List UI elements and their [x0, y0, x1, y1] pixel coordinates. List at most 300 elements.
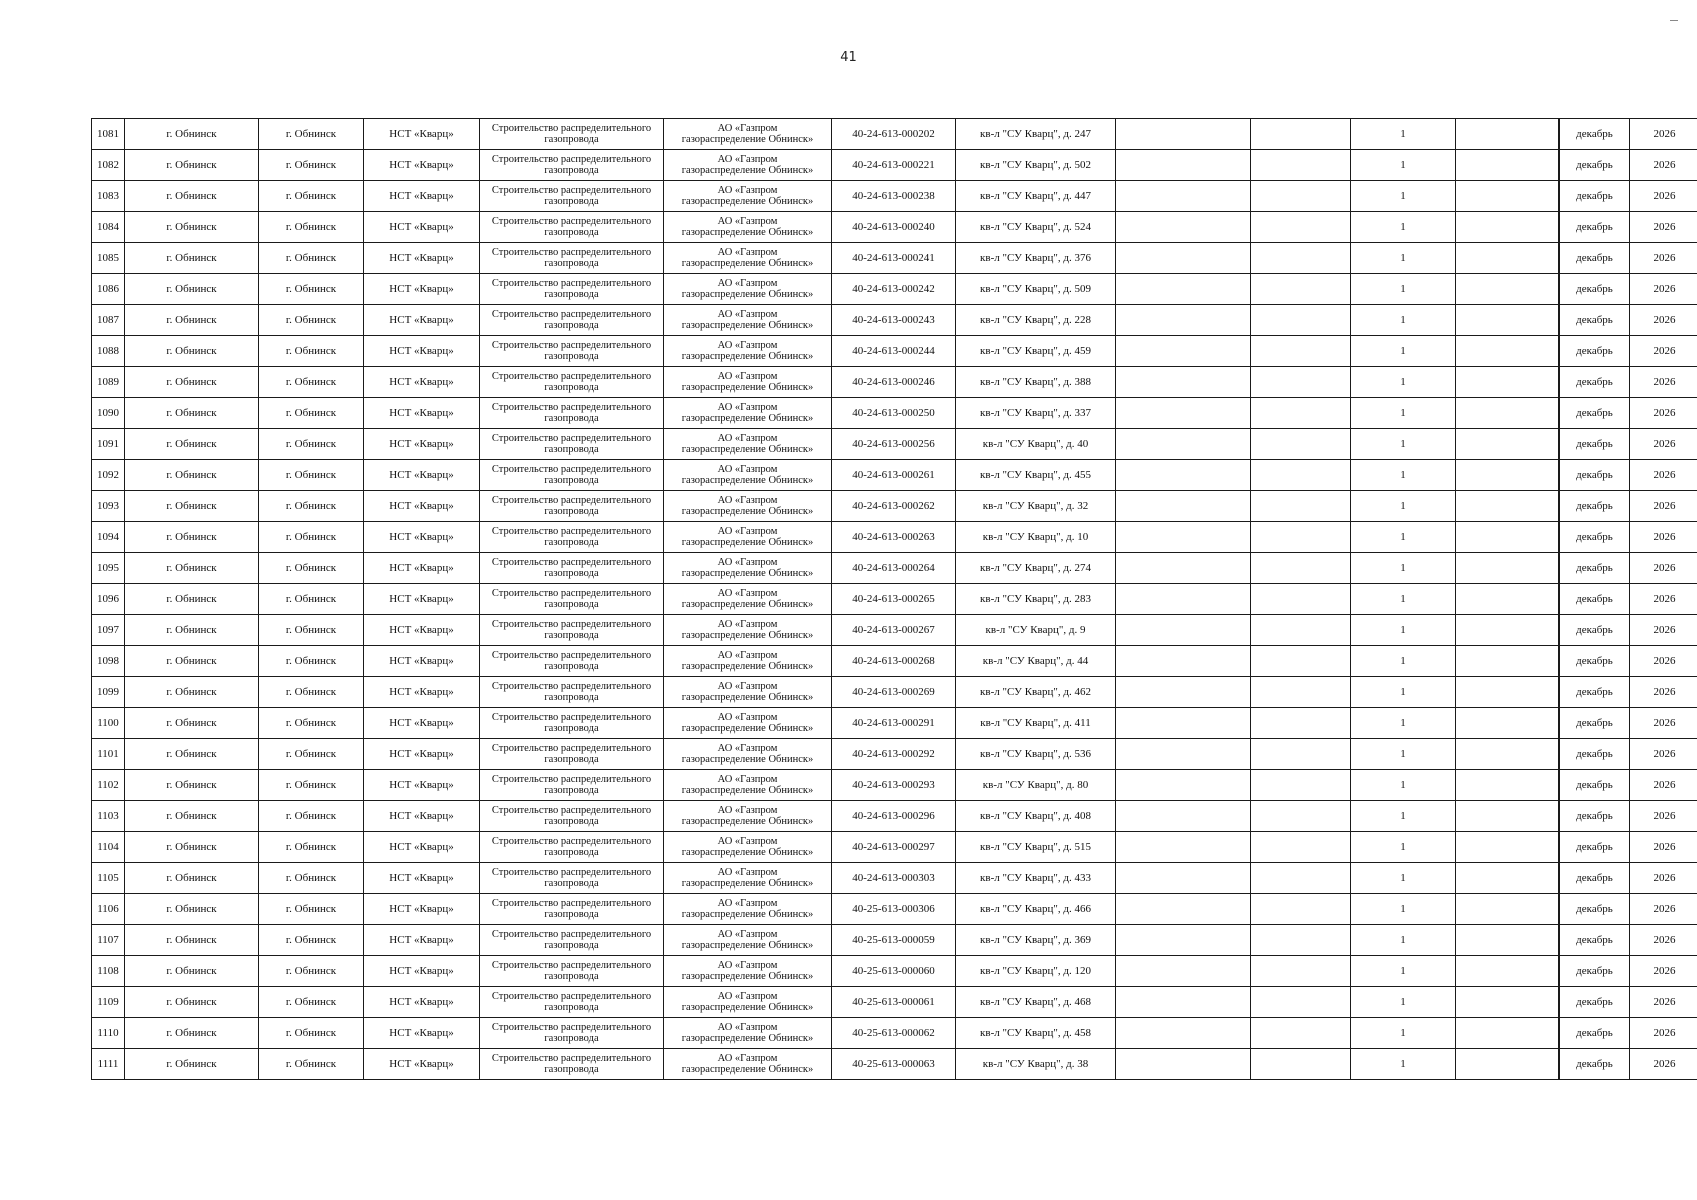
empty-cell [1456, 305, 1559, 336]
year-cell: 2026 [1630, 677, 1697, 708]
empty-cell [1116, 615, 1251, 646]
row-number: 1081 [92, 119, 125, 150]
organization-cell-line: АО «Газпром [717, 681, 778, 692]
month-cell: декабрь [1560, 770, 1630, 801]
year-cell: 2026 [1630, 367, 1697, 398]
month-cell: декабрь [1560, 739, 1630, 770]
organization-cell-line: АО «Газпром [717, 278, 778, 289]
organization-cell-line: АО «Газпром [717, 929, 778, 940]
settlement-cell: НСТ «Кварц» [364, 336, 480, 367]
work-type-cell-line: Строительство распределительного [491, 309, 652, 320]
work-type-cell-line: газопровода [544, 816, 599, 827]
empty-cell [1456, 646, 1559, 677]
city-cell: г. Обнинск [259, 739, 364, 770]
organization-cell-line: газораспределение Обнинск» [681, 382, 814, 393]
year-cell: 2026 [1630, 615, 1697, 646]
municipality-cell: г. Обнинск [125, 305, 259, 336]
city-cell: г. Обнинск [259, 150, 364, 181]
work-type-cell-line: газопровода [544, 847, 599, 858]
row-number: 1082 [92, 150, 125, 181]
empty-cell [1116, 553, 1251, 584]
empty-cell [1116, 398, 1251, 429]
work-type-cell-line: Строительство распределительного [491, 278, 652, 289]
city-cell: г. Обнинск [259, 708, 364, 739]
year-cell: 2026 [1630, 987, 1697, 1018]
empty-cell [1456, 553, 1559, 584]
settlement-cell: НСТ «Кварц» [364, 1018, 480, 1049]
organization-cell-line: АО «Газпром [717, 898, 778, 909]
city-cell: г. Обнинск [259, 553, 364, 584]
city-cell: г. Обнинск [259, 243, 364, 274]
empty-cell [1116, 429, 1251, 460]
address-cell: кв-л "СУ Кварц", д. 40 [956, 429, 1116, 460]
empty-cell [1251, 584, 1351, 615]
empty-cell [1251, 336, 1351, 367]
work-type-cell [480, 150, 664, 181]
table-row [92, 832, 1697, 863]
work-type-cell-line: Строительство распределительного [491, 836, 652, 847]
organization-cell-line: газораспределение Обнинск» [681, 1002, 814, 1013]
empty-cell [1251, 367, 1351, 398]
month-cell: декабрь [1560, 429, 1630, 460]
row-number: 1095 [92, 553, 125, 584]
work-type-cell-line: газопровода [544, 568, 599, 579]
empty-cell [1251, 956, 1351, 987]
empty-cell [1251, 460, 1351, 491]
settlement-cell: НСТ «Кварц» [364, 181, 480, 212]
year-cell: 2026 [1630, 925, 1697, 956]
month-cell: декабрь [1560, 863, 1630, 894]
work-type-cell-line: Строительство распределительного [491, 681, 652, 692]
city-cell: г. Обнинск [259, 1049, 364, 1080]
cadastral-code-cell: 40-24-613-000244 [832, 336, 956, 367]
table-row [92, 367, 1697, 398]
work-type-cell [480, 770, 664, 801]
quantity-cell: 1 [1351, 832, 1456, 863]
work-type-cell-line: газопровода [544, 196, 599, 207]
organization-cell [664, 739, 832, 770]
table-row [92, 956, 1697, 987]
row-number: 1097 [92, 615, 125, 646]
table-row [92, 336, 1697, 367]
work-type-cell [480, 801, 664, 832]
table-row [92, 491, 1697, 522]
organization-cell [664, 398, 832, 429]
month-cell: декабрь [1560, 150, 1630, 181]
cadastral-code-cell: 40-24-613-000291 [832, 708, 956, 739]
empty-cell [1456, 243, 1559, 274]
work-type-cell-line: газопровода [544, 413, 599, 424]
empty-cell [1116, 212, 1251, 243]
year-cell: 2026 [1630, 522, 1697, 553]
settlement-cell: НСТ «Кварц» [364, 150, 480, 181]
table-row [92, 646, 1697, 677]
empty-cell [1251, 212, 1351, 243]
organization-cell-line: АО «Газпром [717, 588, 778, 599]
organization-cell-line: газораспределение Обнинск» [681, 785, 814, 796]
empty-cell [1251, 801, 1351, 832]
cadastral-code-cell: 40-24-613-000240 [832, 212, 956, 243]
empty-cell [1456, 212, 1559, 243]
settlement-cell: НСТ «Кварц» [364, 925, 480, 956]
empty-cell [1116, 1018, 1251, 1049]
year-cell: 2026 [1630, 801, 1697, 832]
work-type-cell [480, 429, 664, 460]
work-type-cell-line: Строительство распределительного [491, 650, 652, 661]
table-row [92, 243, 1697, 274]
empty-cell [1456, 1018, 1559, 1049]
settlement-cell: НСТ «Кварц» [364, 956, 480, 987]
settlement-cell: НСТ «Кварц» [364, 274, 480, 305]
settlement-cell: НСТ «Кварц» [364, 398, 480, 429]
settlement-cell: НСТ «Кварц» [364, 429, 480, 460]
work-type-cell-line: Строительство распределительного [491, 774, 652, 785]
organization-cell [664, 119, 832, 150]
address-cell: кв-л "СУ Кварц", д. 80 [956, 770, 1116, 801]
year-cell: 2026 [1630, 119, 1697, 150]
work-type-cell-line: газопровода [544, 475, 599, 486]
empty-cell [1116, 832, 1251, 863]
city-cell: г. Обнинск [259, 987, 364, 1018]
table-row [92, 739, 1697, 770]
empty-cell [1116, 677, 1251, 708]
settlement-cell: НСТ «Кварц» [364, 615, 480, 646]
quantity-cell: 1 [1351, 646, 1456, 677]
organization-cell [664, 243, 832, 274]
year-cell: 2026 [1630, 398, 1697, 429]
cadastral-code-cell: 40-24-613-000293 [832, 770, 956, 801]
organization-cell-line: АО «Газпром [717, 216, 778, 227]
year-cell: 2026 [1630, 553, 1697, 584]
row-number: 1086 [92, 274, 125, 305]
settlement-cell: НСТ «Кварц» [364, 491, 480, 522]
month-cell: декабрь [1560, 522, 1630, 553]
empty-cell [1456, 367, 1559, 398]
empty-cell [1251, 646, 1351, 677]
organization-cell-line: АО «Газпром [717, 960, 778, 971]
work-type-cell [480, 677, 664, 708]
table-row [92, 460, 1697, 491]
work-type-cell-line: Строительство распределительного [491, 526, 652, 537]
work-type-cell-line: газопровода [544, 165, 599, 176]
empty-cell [1251, 739, 1351, 770]
table-row [92, 987, 1697, 1018]
table-row [92, 181, 1697, 212]
address-cell: кв-л "СУ Кварц", д. 455 [956, 460, 1116, 491]
address-cell: кв-л "СУ Кварц", д. 247 [956, 119, 1116, 150]
organization-cell-line: газораспределение Обнинск» [681, 940, 814, 951]
cadastral-code-cell: 40-24-613-000238 [832, 181, 956, 212]
cadastral-code-cell: 40-25-613-000306 [832, 894, 956, 925]
settlement-cell: НСТ «Кварц» [364, 770, 480, 801]
organization-cell-line: газораспределение Обнинск» [681, 754, 814, 765]
quantity-cell: 1 [1351, 615, 1456, 646]
organization-cell-line: АО «Газпром [717, 712, 778, 723]
work-type-cell [480, 646, 664, 677]
row-number: 1104 [92, 832, 125, 863]
quantity-cell: 1 [1351, 739, 1456, 770]
empty-cell [1456, 739, 1559, 770]
row-number: 1106 [92, 894, 125, 925]
organization-cell-line: АО «Газпром [717, 123, 778, 134]
cadastral-code-cell: 40-24-613-000242 [832, 274, 956, 305]
work-type-cell [480, 739, 664, 770]
year-cell: 2026 [1630, 1018, 1697, 1049]
work-type-cell-line: газопровода [544, 599, 599, 610]
work-type-cell-line: газопровода [544, 1033, 599, 1044]
row-number: 1100 [92, 708, 125, 739]
work-type-cell-line: Строительство распределительного [491, 340, 652, 351]
municipality-cell: г. Обнинск [125, 522, 259, 553]
quantity-cell: 1 [1351, 987, 1456, 1018]
organization-cell-line: газораспределение Обнинск» [681, 1033, 814, 1044]
table-row [92, 801, 1697, 832]
organization-cell [664, 708, 832, 739]
quantity-cell: 1 [1351, 708, 1456, 739]
empty-cell [1251, 429, 1351, 460]
organization-cell-line: газораспределение Обнинск» [681, 537, 814, 548]
month-cell: декабрь [1560, 708, 1630, 739]
organization-cell-line: газораспределение Обнинск» [681, 971, 814, 982]
organization-cell [664, 615, 832, 646]
year-cell: 2026 [1630, 956, 1697, 987]
empty-cell [1116, 646, 1251, 677]
organization-cell [664, 956, 832, 987]
work-type-cell-line: Строительство распределительного [491, 1053, 652, 1064]
work-type-cell-line: газопровода [544, 630, 599, 641]
cadastral-code-cell: 40-24-613-000221 [832, 150, 956, 181]
organization-cell [664, 336, 832, 367]
city-cell: г. Обнинск [259, 1018, 364, 1049]
empty-cell [1116, 181, 1251, 212]
address-cell: кв-л "СУ Кварц", д. 337 [956, 398, 1116, 429]
quantity-cell: 1 [1351, 863, 1456, 894]
table-row [92, 398, 1697, 429]
cadastral-code-cell: 40-24-613-000267 [832, 615, 956, 646]
address-cell: кв-л "СУ Кварц", д. 369 [956, 925, 1116, 956]
quantity-cell: 1 [1351, 894, 1456, 925]
organization-cell [664, 212, 832, 243]
empty-cell [1116, 522, 1251, 553]
work-type-cell-line: газопровода [544, 537, 599, 548]
address-cell: кв-л "СУ Кварц", д. 10 [956, 522, 1116, 553]
table-row [92, 615, 1697, 646]
organization-cell-line: АО «Газпром [717, 774, 778, 785]
empty-cell [1456, 491, 1559, 522]
year-cell: 2026 [1630, 1049, 1697, 1080]
city-cell: г. Обнинск [259, 677, 364, 708]
organization-cell [664, 181, 832, 212]
empty-cell [1456, 677, 1559, 708]
organization-cell-line: АО «Газпром [717, 1053, 778, 1064]
organization-cell-line: АО «Газпром [717, 991, 778, 1002]
organization-cell-line: газораспределение Обнинск» [681, 320, 814, 331]
work-type-cell-line: Строительство распределительного [491, 495, 652, 506]
organization-cell-line: газораспределение Обнинск» [681, 1064, 814, 1075]
empty-cell [1116, 1049, 1251, 1080]
year-cell: 2026 [1630, 181, 1697, 212]
organization-cell [664, 305, 832, 336]
row-number: 1096 [92, 584, 125, 615]
cadastral-code-cell: 40-25-613-000059 [832, 925, 956, 956]
cadastral-code-cell: 40-24-613-000243 [832, 305, 956, 336]
table-row [92, 863, 1697, 894]
work-type-cell [480, 832, 664, 863]
organization-cell-line: газораспределение Обнинск» [681, 258, 814, 269]
address-cell: кв-л "СУ Кварц", д. 462 [956, 677, 1116, 708]
year-cell: 2026 [1630, 863, 1697, 894]
empty-cell [1251, 398, 1351, 429]
work-type-cell [480, 460, 664, 491]
empty-cell [1456, 119, 1559, 150]
quantity-cell: 1 [1351, 925, 1456, 956]
city-cell: г. Обнинск [259, 336, 364, 367]
work-type-cell [480, 274, 664, 305]
quantity-cell: 1 [1351, 522, 1456, 553]
year-cell: 2026 [1630, 770, 1697, 801]
municipality-cell: г. Обнинск [125, 770, 259, 801]
city-cell: г. Обнинск [259, 305, 364, 336]
margin-mark [1670, 20, 1678, 21]
work-type-cell-line: газопровода [544, 723, 599, 734]
month-cell: декабрь [1560, 801, 1630, 832]
empty-cell [1251, 925, 1351, 956]
organization-cell [664, 646, 832, 677]
municipality-cell: г. Обнинск [125, 491, 259, 522]
organization-cell-line: АО «Газпром [717, 464, 778, 475]
work-type-cell [480, 925, 664, 956]
empty-cell [1456, 460, 1559, 491]
organization-cell [664, 1018, 832, 1049]
address-cell: кв-л "СУ Кварц", д. 120 [956, 956, 1116, 987]
month-cell: декабрь [1560, 1049, 1630, 1080]
address-cell: кв-л "СУ Кварц", д. 509 [956, 274, 1116, 305]
settlement-cell: НСТ «Кварц» [364, 522, 480, 553]
work-type-cell-line: Строительство распределительного [491, 371, 652, 382]
organization-cell-line: АО «Газпром [717, 371, 778, 382]
year-cell: 2026 [1630, 832, 1697, 863]
work-type-cell [480, 584, 664, 615]
year-cell: 2026 [1630, 305, 1697, 336]
year-cell: 2026 [1630, 460, 1697, 491]
municipality-cell: г. Обнинск [125, 1018, 259, 1049]
settlement-cell: НСТ «Кварц» [364, 894, 480, 925]
organization-cell-line: АО «Газпром [717, 185, 778, 196]
address-cell: кв-л "СУ Кварц", д. 536 [956, 739, 1116, 770]
work-type-cell-line: Строительство распределительного [491, 557, 652, 568]
organization-cell-line: газораспределение Обнинск» [681, 630, 814, 641]
month-cell: декабрь [1560, 274, 1630, 305]
organization-cell-line: АО «Газпром [717, 402, 778, 413]
work-type-cell-line: газопровода [544, 1064, 599, 1075]
empty-cell [1251, 181, 1351, 212]
work-type-cell [480, 212, 664, 243]
page-number: 41 [840, 50, 857, 65]
settlement-cell: НСТ «Кварц» [364, 367, 480, 398]
organization-cell [664, 863, 832, 894]
cadastral-code-cell: 40-24-613-000263 [832, 522, 956, 553]
empty-cell [1456, 522, 1559, 553]
address-cell: кв-л "СУ Кварц", д. 228 [956, 305, 1116, 336]
municipality-cell: г. Обнинск [125, 274, 259, 305]
empty-cell [1116, 956, 1251, 987]
organization-cell-line: АО «Газпром [717, 495, 778, 506]
cadastral-code-cell: 40-24-613-000262 [832, 491, 956, 522]
row-number: 1103 [92, 801, 125, 832]
municipality-cell: г. Обнинск [125, 894, 259, 925]
empty-cell [1251, 119, 1351, 150]
quantity-cell: 1 [1351, 181, 1456, 212]
year-cell: 2026 [1630, 274, 1697, 305]
month-cell: декабрь [1560, 243, 1630, 274]
settlement-cell: НСТ «Кварц» [364, 584, 480, 615]
city-cell: г. Обнинск [259, 522, 364, 553]
work-type-cell-line: Строительство распределительного [491, 588, 652, 599]
month-cell: декабрь [1560, 491, 1630, 522]
cadastral-code-cell: 40-24-613-000265 [832, 584, 956, 615]
municipality-cell: г. Обнинск [125, 677, 259, 708]
municipality-cell: г. Обнинск [125, 181, 259, 212]
month-cell: декабрь [1560, 615, 1630, 646]
empty-cell [1456, 801, 1559, 832]
municipality-cell: г. Обнинск [125, 832, 259, 863]
settlement-cell: НСТ «Кварц» [364, 863, 480, 894]
organization-cell-line: газораспределение Обнинск» [681, 351, 814, 362]
work-type-cell-line: Строительство распределительного [491, 1022, 652, 1033]
empty-cell [1456, 274, 1559, 305]
work-type-cell-line: Строительство распределительного [491, 216, 652, 227]
organization-cell-line: газораспределение Обнинск» [681, 227, 814, 238]
table-row [92, 119, 1697, 150]
organization-cell [664, 491, 832, 522]
work-type-cell [480, 522, 664, 553]
year-cell: 2026 [1630, 894, 1697, 925]
organization-cell-line: АО «Газпром [717, 805, 778, 816]
work-type-cell-line: Строительство распределительного [491, 712, 652, 723]
quantity-cell: 1 [1351, 336, 1456, 367]
empty-cell [1251, 894, 1351, 925]
address-cell: кв-л "СУ Кварц", д. 9 [956, 615, 1116, 646]
empty-cell [1116, 305, 1251, 336]
organization-cell [664, 894, 832, 925]
work-type-cell-line: Строительство распределительного [491, 154, 652, 165]
work-type-cell-line: Строительство распределительного [491, 619, 652, 630]
city-cell: г. Обнинск [259, 367, 364, 398]
month-cell: декабрь [1560, 212, 1630, 243]
month-cell: декабрь [1560, 553, 1630, 584]
organization-cell-line: газораспределение Обнинск» [681, 847, 814, 858]
work-type-cell-line: газопровода [544, 909, 599, 920]
work-type-cell-line: газопровода [544, 506, 599, 517]
row-number: 1111 [92, 1049, 125, 1080]
work-type-cell-line: газопровода [544, 258, 599, 269]
row-number: 1102 [92, 770, 125, 801]
cadastral-code-cell: 40-25-613-000063 [832, 1049, 956, 1080]
cadastral-code-cell: 40-25-613-000062 [832, 1018, 956, 1049]
quantity-cell: 1 [1351, 956, 1456, 987]
row-number: 1105 [92, 863, 125, 894]
organization-cell-line: газораспределение Обнинск» [681, 413, 814, 424]
organization-cell [664, 770, 832, 801]
city-cell: г. Обнинск [259, 212, 364, 243]
table-row [92, 925, 1697, 956]
year-cell: 2026 [1630, 708, 1697, 739]
work-type-cell-line: газопровода [544, 1002, 599, 1013]
empty-cell [1116, 367, 1251, 398]
cadastral-code-cell: 40-24-613-000297 [832, 832, 956, 863]
municipality-cell: г. Обнинск [125, 863, 259, 894]
row-number: 1087 [92, 305, 125, 336]
